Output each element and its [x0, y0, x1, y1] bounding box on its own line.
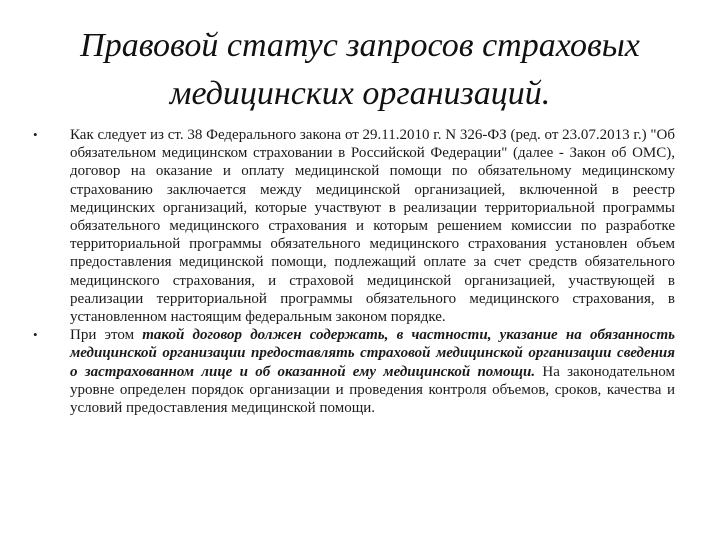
bullet-text-2-emphasis: такой договор должен содержать, в частности, указание на обязанность медицинской организации предоставлять страховой медицинской организации сведения о застрахованном лице и об оказанной ему медицинской помощи.: [70, 327, 675, 380]
slide-title-line-2: медицинских организаций.: [169, 75, 551, 112]
bullet-text-2-lead: При этом: [70, 327, 143, 344]
slide-title-line-1: Правовой статус запросов страховых: [80, 27, 640, 64]
bullet-item-1: [33, 126, 675, 326]
bullet-dot-icon: •: [33, 127, 38, 142]
slide-title: [30, 22, 690, 118]
bullet-text-2-tail: На законодательном уровне определен порядок организации и проведения контроля объемов, сроков, качества и условий предоставления медицинской помощи.: [70, 363, 675, 417]
bullet-text-1: Как следует из ст. 38 Федерального закона от 29.11.2010 г. N 326-ФЗ (ред. от 23.07.2013 г.) "Об обязательном медицинском страховании в Российской Федерации" (далее - Закон об ОМС), договор на оказание и оплату медицинской помощи по обязательному медицинскому страхованию заключается между медицинской организацией, включенной в реестр медицинских организаций, которые участвуют в реализации территориальной программы обязательного медицинского страхования и которым решением комиссии по разработке территориальной программы обязательного медицинского страхования установлен объем предоставления медицинской помощи, подлежащий оплате за счет средств обязательного медицинского страхования, и страховой медицинской организацией, участвующей в реализации территориальной программы обязательного медицинского страхования, в установленном настоящим федеральным законом порядке.: [70, 127, 675, 326]
bullet-item-2: [33, 326, 675, 417]
bullet-list: [33, 126, 675, 417]
bullet-dot-icon: •: [33, 327, 38, 343]
